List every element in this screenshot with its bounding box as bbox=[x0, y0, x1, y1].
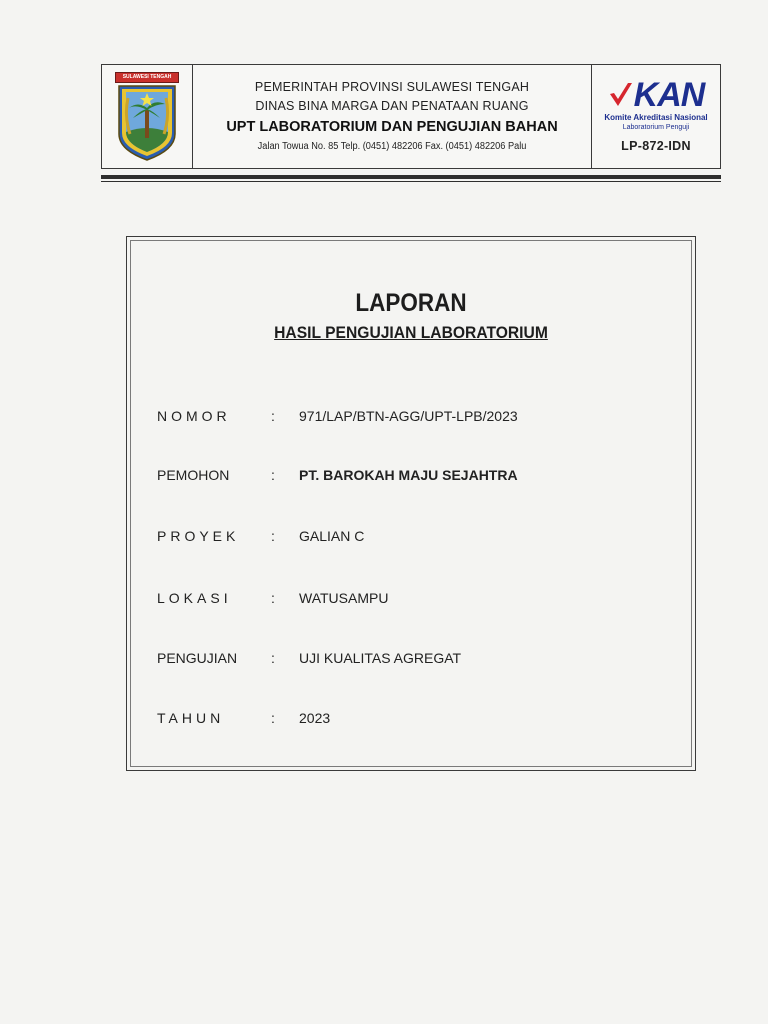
report-title: LAPORAN bbox=[355, 289, 467, 317]
field-colon: : bbox=[271, 528, 275, 544]
letterhead bbox=[101, 64, 721, 169]
header-divider-thick bbox=[101, 175, 721, 179]
field-value: 971/LAP/BTN-AGG/UPT-LPB/2023 bbox=[299, 408, 518, 424]
province-emblem-icon bbox=[116, 84, 178, 162]
kan-accreditation bbox=[592, 65, 720, 168]
government-name: PEMERINTAH PROVINSI SULAWESI TENGAH bbox=[254, 80, 530, 94]
field-proyek bbox=[157, 528, 677, 550]
field-value: GALIAN C bbox=[299, 528, 365, 544]
field-colon: : bbox=[271, 408, 275, 424]
field-label: TAHUN bbox=[157, 710, 225, 726]
kan-logo bbox=[608, 77, 705, 113]
field-pengujian bbox=[157, 650, 677, 672]
field-colon: : bbox=[271, 590, 275, 606]
report-cover-box bbox=[126, 236, 696, 771]
field-colon: : bbox=[271, 650, 275, 666]
seal-banner: SULAWESI TENGAH bbox=[115, 72, 179, 83]
field-value: WATUSAMPU bbox=[299, 590, 389, 606]
kan-lab-type: Laboratorium Penguji bbox=[622, 123, 690, 131]
letterhead-text bbox=[193, 65, 592, 168]
field-label: PROYEK bbox=[157, 528, 240, 544]
field-label: PENGUJIAN bbox=[157, 650, 238, 666]
laboratory-name: UPT LABORATORIUM DAN PENGUJIAN BAHAN bbox=[226, 119, 558, 135]
agency-name: DINAS BINA MARGA DAN PENATAAN RUANG bbox=[255, 99, 529, 113]
field-tahun bbox=[157, 710, 677, 732]
field-value: PT. BAROKAH MAJU SEJAHTRA bbox=[299, 467, 518, 483]
header-divider-thin bbox=[101, 181, 721, 182]
kan-logo-text: KAN bbox=[633, 75, 705, 114]
contact-address: Jalan Towua No. 85 Telp. (0451) 482206 Fax. (0451) 482206 Palu bbox=[257, 141, 527, 152]
field-pemohon bbox=[157, 467, 677, 489]
kan-full-name: Komite Akreditasi Nasional bbox=[604, 112, 708, 122]
field-value: 2023 bbox=[299, 710, 331, 726]
field-label: PEMOHON bbox=[157, 467, 230, 483]
field-label: LOKASI bbox=[157, 590, 232, 606]
province-seal bbox=[102, 65, 193, 168]
field-value: UJI KUALITAS AGREGAT bbox=[299, 650, 462, 666]
field-lokasi bbox=[157, 590, 677, 612]
field-colon: : bbox=[271, 710, 275, 726]
report-subtitle: HASIL PENGUJIAN LABORATORIUM bbox=[274, 323, 548, 342]
accreditation-code: LP-872-IDN bbox=[621, 138, 691, 153]
field-nomor bbox=[157, 408, 677, 430]
field-label: NOMOR bbox=[157, 408, 231, 424]
field-colon: : bbox=[271, 467, 275, 483]
kan-check-icon bbox=[608, 80, 634, 110]
